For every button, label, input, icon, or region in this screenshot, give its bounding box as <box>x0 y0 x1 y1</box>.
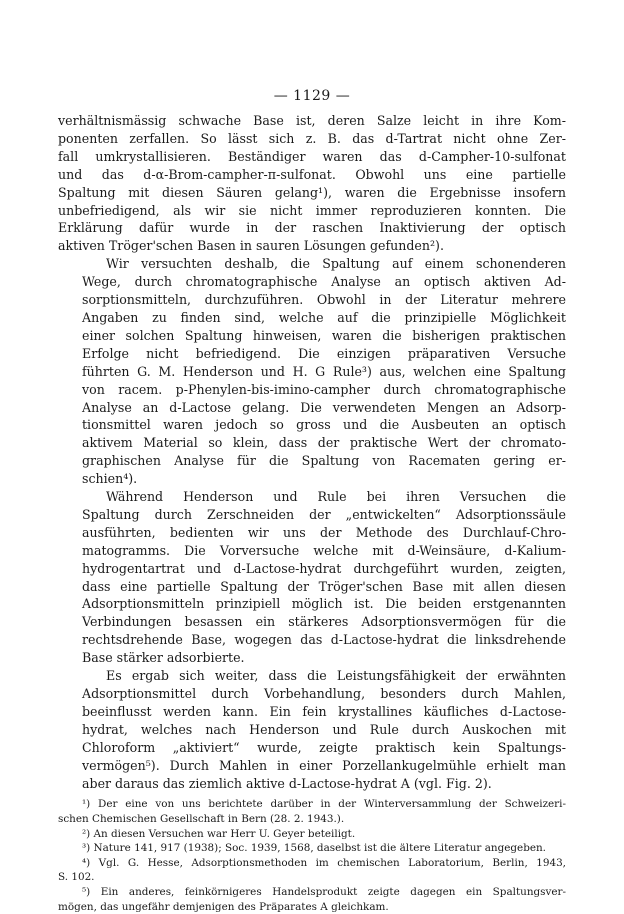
text-line: ponenten zerfallen. So lässt sich z. B. das d-Tartrat nicht ohne Zer- <box>58 130 566 146</box>
text-line: und das d-α-Brom-campher-π-sulfonat. Obwohl uns eine partielle <box>58 166 566 182</box>
footnote-line: S. 102. <box>58 871 95 884</box>
text-line: Adsorptionsmitteln prinzipiell möglich ist. Die beiden erstgenannten <box>82 596 566 612</box>
paragraph <box>58 488 566 667</box>
footnotes <box>58 797 566 914</box>
text-line: Adsorptionsmittel durch Vorbehandlung, besonders durch Mahlen, <box>82 686 566 701</box>
footnote <box>58 885 566 914</box>
footnote-line: ⁵) Ein anderes, feinkörnigeres Handelsprodukt zeigte dagegen ein Spaltungsver- <box>82 886 566 898</box>
footnote-line: schen Chemischen Gesellschaft in Bern (28. 2. 1943.). <box>58 813 345 826</box>
footnote <box>58 856 566 885</box>
text-line: Verbindungen besassen ein stärkeres Adsorptionsvermögen für die <box>82 614 566 630</box>
text-line: dass eine partielle Spaltung der Tröger'schen Base mit allen diesen <box>82 578 566 594</box>
text-line: Base stärker adsorbierte. <box>82 650 245 666</box>
text-line: aktivem Material so klein, dass der praktische Wert der chromato- <box>82 435 566 451</box>
body-text <box>58 112 566 792</box>
text-line: Angaben zu finden sind, welche auf die prinzipielle Möglichkeit <box>82 309 566 325</box>
footnote <box>58 841 566 856</box>
text-line: Chloroform „aktiviert“ wurde, zeigte praktisch kein Spaltungs- <box>82 739 566 755</box>
text-line: Wir versuchten deshalb, die Spaltung auf einem schonenderen <box>106 256 566 272</box>
text-line: tionsmittel waren jedoch so gross und die Ausbeuten an optisch <box>82 417 566 433</box>
text-line: Spaltung mit diesen Säuren gelang¹), waren die Ergebnisse insofern <box>58 184 566 200</box>
text-line: einer solchen Spaltung hinweisen, waren die bisherigen praktischen <box>82 327 566 343</box>
text-line: Es ergab sich weiter, dass die Leistungsfähigkeit der erwähnten <box>106 668 566 684</box>
footnote-line: mögen, das ungefähr demjenigen des Präparates A gleichkam. <box>58 900 389 913</box>
text-line: beeinflusst werden kann. Ein fein krystallines käufliches d-Lactose- <box>82 703 566 719</box>
text-line: aktiven Tröger'schen Basen in sauren Lösungen gefunden²). <box>58 238 444 254</box>
text-line: hydrogentartrat und d-Lactose-hydrat durchgeführt wurden, zeigten, <box>82 560 566 576</box>
text-line: vermögen⁵). Durch Mahlen in einer Porzellankugelmühle erhielt man <box>82 757 566 773</box>
text-line: unbefriedigend, als wir sie nicht immer reproduzieren konnten. Die <box>58 202 566 218</box>
text-line: aber daraus das ziemlich aktive d-Lactose-hydrat A (vgl. Fig. 2). <box>82 775 492 791</box>
text-line: Analyse an d-Lactose gelang. Die verwendeten Mengen an Adsorp- <box>82 399 566 415</box>
text-line: Erklärung dafür wurde in der raschen Inaktivierung der optisch <box>58 220 566 236</box>
text-line: matogramms. Die Vorversuche welche mit d-Weinsäure, d-Kalium- <box>82 542 566 558</box>
footnote-line: ⁴) Vgl. G. Hesse, Adsorptionsmethoden im chemischen Laboratorium, Berlin, 1943, <box>82 856 566 869</box>
text-line: von racem. p-Phenylen-bis-imino-campher durch chromatographische <box>82 381 566 397</box>
text-line: verhältnismässig schwache Base ist, deren Salze leicht in ihre Kom- <box>58 113 566 128</box>
footnote-line: ³) Nature 141, 917 (1938); Soc. 1939, 1568, daselbst ist die ältere Literatur angegeben. <box>82 842 546 855</box>
text-line: fall umkrystallisieren. Beständiger waren das d-Campher-10-sulfonat <box>58 148 566 164</box>
text-line: hydrat, welches nach Henderson und Rule durch Auskochen mit <box>82 721 566 737</box>
text-line: graphischen Analyse für die Spaltung von Racematen gering er- <box>82 453 566 469</box>
text-line: sorptionsmitteln, durchzuführen. Obwohl in der Literatur mehrere <box>82 292 566 308</box>
page-number: — 1129 — <box>273 88 351 104</box>
footnote <box>58 827 566 842</box>
paragraph <box>58 112 566 255</box>
paragraph <box>58 667 566 792</box>
paragraph <box>58 255 566 488</box>
text-line: Wege, durch chromatographische Analyse an optisch aktiven Ad- <box>82 274 566 290</box>
footnote <box>58 797 566 826</box>
text-line: führten G. M. Henderson und H. G Rule³) aus, welchen eine Spaltung <box>82 363 566 379</box>
footnote-line: ¹) Der eine von uns berichtete darüber in der Winterversammlung der Schweizeri- <box>82 798 566 811</box>
text-line: Während Henderson und Rule bei ihren Versuchen die <box>106 489 566 505</box>
text-line: ausführten, bedienten wir uns der Methode des Durchlauf-Chro- <box>82 524 566 540</box>
document-page <box>58 86 566 914</box>
footnote-line: ²) An diesen Versuchen war Herr U. Geyer beteiligt. <box>82 827 356 840</box>
text-line: Erfolge nicht befriedigend. Die einzigen präparativen Versuche <box>82 345 566 361</box>
text-line: Spaltung durch Zerschneiden der „entwickelten“ Adsorptionssäule <box>82 506 566 522</box>
text-line: rechtsdrehende Base, wogegen das d-Lactose-hydrat die linksdrehende <box>82 632 566 648</box>
text-line: schien⁴). <box>82 471 138 487</box>
